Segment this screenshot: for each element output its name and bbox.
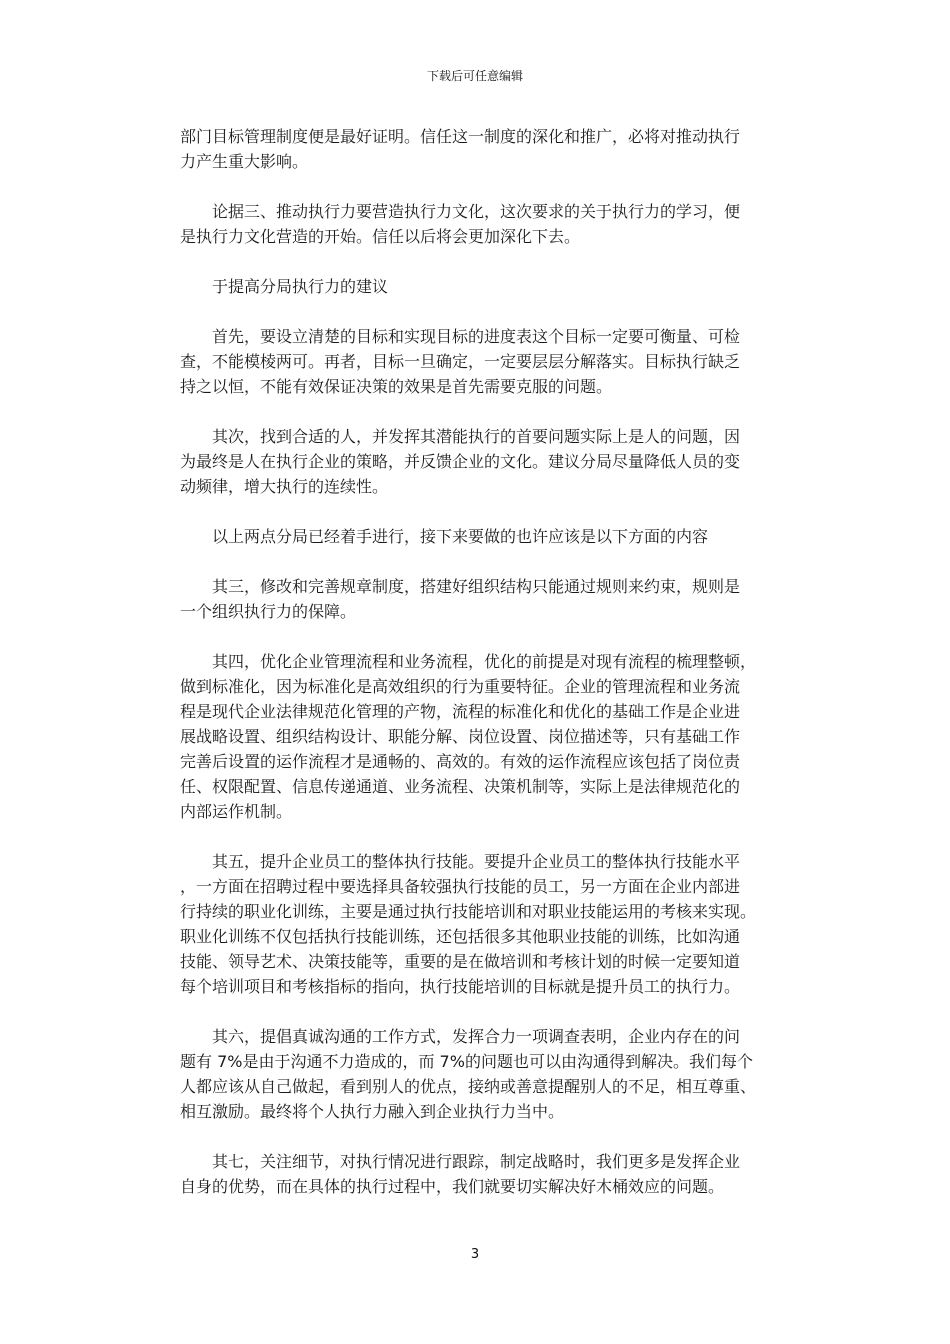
text-line: 完善后设置的运作流程才是通畅的、高效的。有效的运作流程应该包括了岗位责 (180, 752, 741, 771)
paragraph (180, 849, 776, 999)
paragraph (180, 1149, 776, 1199)
text-line: 其次，找到合适的人，并发挥其潜能执行的首要问题实际上是人的问题，因 (180, 427, 741, 446)
text-line: ，一方面在招聘过程中要选择具备较强执行技能的员工，另一方面在企业内部进 (180, 877, 741, 896)
text-line: 为最终是人在执行企业的策略，并反馈企业的文化。建议分局尽量降低人员的变 (180, 452, 741, 471)
text-line: 技能、领导艺术、决策技能等，重要的是在做培训和考核计划的时候一定要知道 (180, 952, 741, 971)
text-line: 首先，要设立清楚的目标和实现目标的进度表这个目标一定要可衡量、可检 (180, 327, 741, 346)
text-line: 于提高分局执行力的建议 (180, 277, 389, 296)
text-line: 动频律，增大执行的连续性。 (180, 477, 389, 496)
paragraph (180, 324, 776, 399)
text-line: 行持续的职业化训练，主要是通过执行技能培训和对职业技能运用的考核来实现。 (180, 902, 757, 921)
text-line: 其七，关注细节，对执行情况进行跟踪，制定战略时，我们更多是发挥企业 (180, 1152, 741, 1171)
paragraph (180, 574, 776, 624)
text-line: 其五，提升企业员工的整体执行技能。要提升企业员工的整体执行技能水平 (180, 852, 741, 871)
text-line: 以上两点分局已经着手进行，接下来要做的也许应该是以下方面的内容 (180, 527, 709, 546)
text-line: 题有 7%是由于沟通不力造成的，而 7%的问题也可以由沟通得到解决。我们每个 (180, 1052, 753, 1071)
text-line: 职业化训练不仅包括执行技能训练，还包括很多其他职业技能的训练，比如沟通 (180, 927, 741, 946)
paragraph (180, 274, 776, 299)
paragraph (180, 199, 776, 249)
text-line: 人都应该从自己做起，看到别人的优点，接纳或善意提醒别人的不足，相互尊重、 (180, 1077, 757, 1096)
paragraph (180, 124, 776, 174)
text-line: 做到标准化，因为标准化是高效组织的行为重要特征。企业的管理流程和业务流 (180, 677, 741, 696)
text-line: 程是现代企业法律规范化管理的产物，流程的标准化和优化的基础工作是企业进 (180, 702, 741, 721)
text-line: 力产生重大影响。 (180, 152, 309, 171)
text-line: 内部运作机制。 (180, 802, 293, 821)
text-line: 是执行力文化营造的开始。信任以后将会更加深化下去。 (180, 227, 581, 246)
text-line: 其六，提倡真诚沟通的工作方式，发挥合力一项调查表明，企业内存在的问 (180, 1027, 741, 1046)
text-line: 自身的优势，而在具体的执行过程中，我们就要切实解决好木桶效应的问题。 (180, 1177, 725, 1196)
text-line: 每个培训项目和考核指标的指向，执行技能培训的目标就是提升员工的执行力。 (180, 977, 741, 996)
text-line: 相互激励。最终将个人执行力融入到企业执行力当中。 (180, 1102, 565, 1121)
page-number: 3 (470, 1247, 480, 1262)
text-line: 一个组织执行力的保障。 (180, 602, 357, 621)
document-body (180, 124, 776, 1224)
text-line: 查，不能模棱两可。再者，目标一旦确定，一定要层层分解落实。目标执行缺乏 (180, 352, 741, 371)
text-line: 其四，优化企业管理流程和业务流程，优化的前提是对现有流程的梳理整顿， (180, 652, 757, 671)
paragraph (180, 649, 776, 824)
text-line: 任、权限配置、信息传递通道、业务流程、决策机制等，实际上是法律规范化的 (180, 777, 741, 796)
paragraph (180, 1024, 776, 1124)
paragraph (180, 424, 776, 499)
text-line: 持之以恒，不能有效保证决策的效果是首先需要克服的问题。 (180, 377, 613, 396)
paragraph (180, 524, 776, 549)
text-line: 部门目标管理制度便是最好证明。信任这一制度的深化和推广，必将对推动执行 (180, 127, 741, 146)
text-line: 展战略设置、组织结构设计、职能分解、岗位设置、岗位描述等，只有基础工作 (180, 727, 741, 746)
text-line: 其三，修改和完善规章制度，搭建好组织结构只能通过规则来约束，规则是 (180, 577, 741, 596)
page-header: 下载后可任意编辑 (426, 69, 523, 83)
text-line: 论据三、推动执行力要营造执行力文化，这次要求的关于执行力的学习，便 (180, 202, 741, 221)
